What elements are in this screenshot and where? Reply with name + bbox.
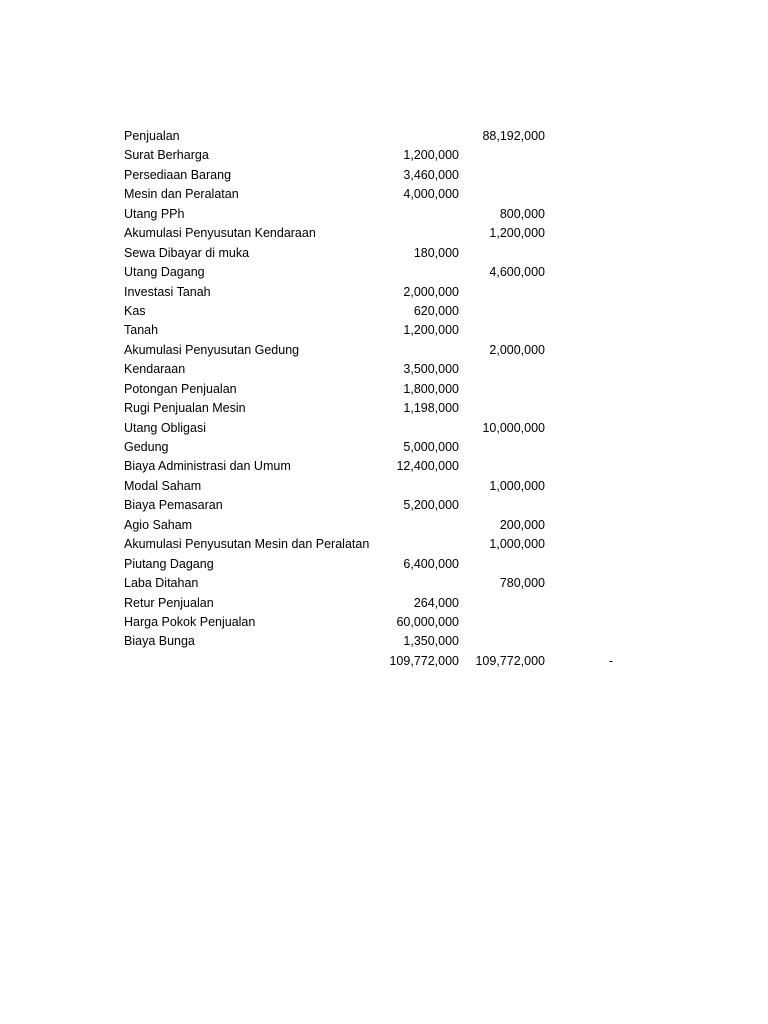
account-name: Harga Pokok Penjualan bbox=[124, 614, 256, 629]
account-name: Investasi Tanah bbox=[124, 284, 211, 299]
table-row bbox=[124, 613, 624, 632]
credit-amount: 4,600,000 bbox=[489, 265, 545, 280]
account-name: Piutang Dagang bbox=[124, 556, 214, 571]
debit-amount: 5,200,000 bbox=[403, 498, 459, 513]
account-name: Kendaraan bbox=[124, 362, 186, 377]
debit-amount: 1,198,000 bbox=[403, 401, 459, 416]
debit-amount: 60,000,000 bbox=[396, 614, 459, 629]
table-row bbox=[124, 457, 624, 476]
account-name: Penjualan bbox=[124, 129, 180, 143]
table-row bbox=[124, 302, 624, 321]
account-name: Utang Obligasi bbox=[124, 420, 206, 435]
credit-amount: 1,000,000 bbox=[489, 537, 545, 552]
table-row bbox=[124, 263, 624, 282]
table-row bbox=[124, 399, 624, 418]
debit-amount: 180,000 bbox=[413, 245, 459, 260]
trial-balance-table bbox=[124, 127, 624, 671]
account-name: Kas bbox=[124, 303, 146, 318]
account-name: Akumulasi Penyusutan Gedung bbox=[124, 342, 300, 357]
account-name: Biaya Pemasaran bbox=[124, 498, 223, 513]
account-name: Persediaan Barang bbox=[124, 167, 232, 182]
table-row bbox=[124, 321, 624, 340]
account-name: Akumulasi Penyusutan Kendaraan bbox=[124, 226, 316, 241]
debit-amount: 3,500,000 bbox=[403, 362, 459, 377]
table-row bbox=[124, 574, 624, 593]
credit-amount: 200,000 bbox=[499, 517, 545, 532]
table-row bbox=[124, 516, 624, 535]
account-name: Akumulasi Penyusutan Mesin dan Peralatan bbox=[124, 537, 370, 552]
credit-amount: 800,000 bbox=[499, 206, 545, 221]
table-row bbox=[124, 341, 624, 360]
credit-amount: 1,200,000 bbox=[489, 226, 545, 241]
debit-amount: 620,000 bbox=[413, 303, 459, 318]
account-name: Surat Berharga bbox=[124, 148, 209, 163]
account-name: Gedung bbox=[124, 440, 169, 454]
table-row bbox=[124, 419, 624, 438]
table-row bbox=[124, 185, 624, 204]
credit-amount: 2,000,000 bbox=[489, 342, 545, 357]
account-name: Modal Saham bbox=[124, 478, 202, 493]
total-difference: - bbox=[608, 653, 613, 668]
table-row bbox=[124, 127, 624, 146]
debit-amount: 2,000,000 bbox=[403, 284, 459, 299]
account-name: Retur Penjualan bbox=[124, 595, 214, 610]
debit-amount: 1,800,000 bbox=[403, 381, 459, 396]
account-rows bbox=[124, 127, 624, 652]
debit-amount: 264,000 bbox=[413, 595, 459, 610]
credit-amount: 1,000,000 bbox=[489, 478, 545, 493]
account-name: Utang Dagang bbox=[124, 265, 205, 280]
credit-amount: 88,192,000 bbox=[482, 129, 545, 143]
table-row bbox=[124, 632, 624, 651]
table-row bbox=[124, 380, 624, 399]
table-row bbox=[124, 360, 624, 379]
table-row bbox=[124, 166, 624, 185]
account-name: Mesin dan Peralatan bbox=[124, 187, 239, 202]
debit-amount: 1,200,000 bbox=[403, 148, 459, 163]
debit-amount: 12,400,000 bbox=[396, 459, 459, 474]
account-name: Agio Saham bbox=[124, 517, 193, 532]
account-name: Potongan Penjualan bbox=[124, 381, 237, 396]
table-row bbox=[124, 594, 624, 613]
debit-amount: 6,400,000 bbox=[403, 556, 459, 571]
table-row bbox=[124, 555, 624, 574]
table-row bbox=[124, 535, 624, 554]
table-row bbox=[124, 496, 624, 515]
account-name: Laba Ditahan bbox=[124, 576, 199, 591]
credit-amount: 10,000,000 bbox=[482, 420, 545, 435]
debit-amount: 1,200,000 bbox=[403, 323, 459, 338]
table-row bbox=[124, 205, 624, 224]
debit-amount: 4,000,000 bbox=[403, 187, 459, 202]
totals-row bbox=[124, 652, 624, 671]
account-name: Rugi Penjualan Mesin bbox=[124, 401, 246, 416]
total-debit: 109,772,000 bbox=[389, 653, 459, 668]
total-credit: 109,772,000 bbox=[475, 653, 545, 668]
table-row bbox=[124, 438, 624, 457]
account-name: Utang PPh bbox=[124, 206, 185, 221]
account-name: Tanah bbox=[124, 323, 159, 338]
table-row bbox=[124, 224, 624, 243]
debit-amount: 1,350,000 bbox=[403, 634, 459, 649]
debit-amount: 3,460,000 bbox=[403, 167, 459, 182]
account-name: Sewa Dibayar di muka bbox=[124, 245, 250, 260]
table-row bbox=[124, 283, 624, 302]
credit-amount: 780,000 bbox=[499, 576, 545, 591]
debit-amount: 5,000,000 bbox=[403, 440, 459, 454]
table-row bbox=[124, 146, 624, 165]
account-name: Biaya Bunga bbox=[124, 634, 195, 649]
account-name: Biaya Administrasi dan Umum bbox=[124, 459, 291, 474]
table-row bbox=[124, 477, 624, 496]
table-row bbox=[124, 244, 624, 263]
